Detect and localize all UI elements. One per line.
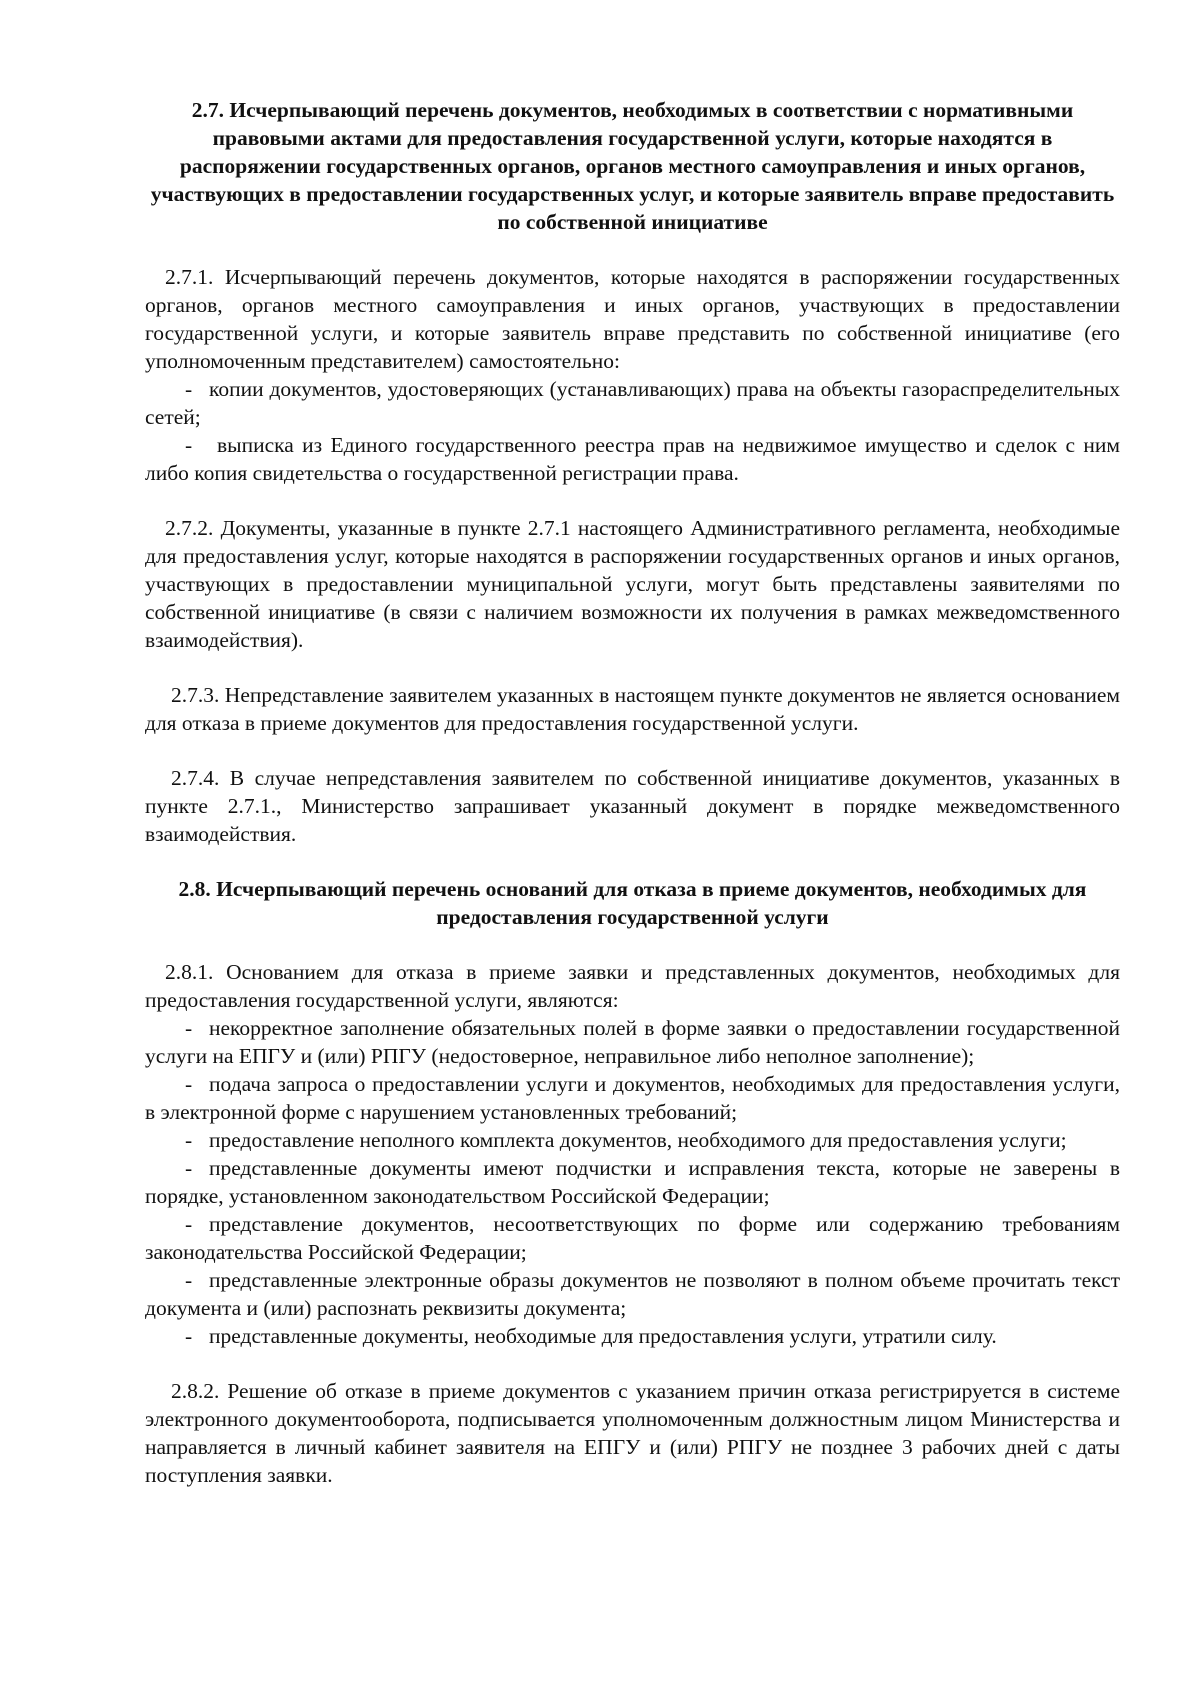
dash-marker: - <box>185 433 193 457</box>
dash-marker: - <box>185 1156 193 1180</box>
paragraph-2-8-2: 2.8.2. Решение об отказе в приеме документов с указанием причин отказа регистрируется в системе электронного документооборота, подписывается уполномоченным должностным лицом Министерства и направляется в личный кабинет заявителя на ЕПГУ и (или) РПГУ не позднее 3 рабочих дней с даты поступления заявки. <box>145 1379 1120 1487</box>
paragraph-block-2-7-3 <box>145 681 1120 737</box>
dash-marker: - <box>185 1268 193 1292</box>
section-heading-2-8: 2.8. Исчерпывающий перечень оснований для отказа в приеме документов, необходимых для предоставления государственной услуги <box>178 877 1087 929</box>
dash-marker: - <box>185 1212 193 1236</box>
paragraph-2-7-2: 2.7.2. Документы, указанные в пункте 2.7.1 настоящего Административного регламента, необходимые для предоставления услуг, которые находятся в распоряжении государственных органов и иных органов, участвующих в предоставлении муниципальной услуги, могут быть представлены заявителями по собственной инициативе (в связи с наличием возможности их получения в рамках межведомственного взаимодействия). <box>145 516 1120 652</box>
list-item: - выписка из Единого государственного реестра прав на недвижимое имущество и сделок с ним либо копия свидетельства о государственной регистрации права. <box>145 433 1120 485</box>
list-item: - некорректное заполнение обязательных полей в форме заявки о предоставлении государственной услуги на ЕПГУ и (или) РПГУ (недостоверное, неправильное либо неполное заполнение); <box>145 1016 1120 1068</box>
paragraph-block-2-8-2 <box>145 1377 1120 1489</box>
list-item: - представление документов, несоответствующих по форме или содержанию требованиям законодательства Российской Федерации; <box>145 1212 1120 1264</box>
paragraph-2-8-1: 2.8.1. Основанием для отказа в приеме заявки и представленных документов, необходимых для предоставления государственной услуги, являются: <box>145 960 1120 1012</box>
list-item: - представленные документы, необходимые для предоставления услуги, утратили силу. <box>145 1322 1120 1350</box>
dash-marker: - <box>185 377 193 401</box>
list-item: - подача запроса о предоставлении услуги и документов, необходимых для предоставления услуги, в электронной форме с нарушением установленных требований; <box>145 1072 1120 1124</box>
paragraph-block-2-7-1 <box>145 263 1120 487</box>
dash-marker: - <box>185 1324 193 1348</box>
list-item: - предоставление неполного комплекта документов, необходимого для предоставления услуги; <box>145 1126 1120 1154</box>
section-heading-2-7: 2.7. Исчерпывающий перечень документов, необходимых в соответствии с нормативными правовыми актами для предоставления государственной услуги, которые находятся в распоряжении государственных органов, органов местного самоуправления и иных органов, участвующих в предоставлении государственных услуг, и которые заявитель вправе предоставить по собственной инициативе <box>150 98 1115 234</box>
list-item: - представленные документы имеют подчистки и исправления текста, которые не заверены в порядке, установленном законодательством Российской Федерации; <box>145 1156 1120 1208</box>
paragraph-block-2-7-2 <box>145 514 1120 654</box>
document-page <box>145 96 1120 1516</box>
list-item: - копии документов, удостоверяющих (устанавливающих) права на объекты газораспределительных сетей; <box>145 377 1120 429</box>
paragraph-2-7-4: 2.7.4. В случае непредставления заявителем по собственной инициативе документов, указанных в пункте 2.7.1., Министерство запрашивает указанный документ в порядке межведомственного взаимодействия. <box>145 766 1120 846</box>
paragraph-2-7-3: 2.7.3. Непредставление заявителем указанных в настоящем пункте документов не является основанием для отказа в приеме документов для предоставления государственной услуги. <box>145 683 1120 735</box>
dash-marker: - <box>185 1128 193 1152</box>
paragraph-block-2-8-1 <box>145 958 1120 1350</box>
dash-marker: - <box>185 1016 193 1040</box>
dash-marker: - <box>185 1072 193 1096</box>
paragraph-2-7-1: 2.7.1. Исчерпывающий перечень документов, которые находятся в распоряжении государственных органов, органов местного самоуправления и иных органов, участвующих в предоставлении государственной услуги, и которые заявитель вправе представить по собственной инициативе (его уполномоченным представителем) самостоятельно: <box>145 265 1120 373</box>
paragraph-block-2-7-4 <box>145 764 1120 848</box>
list-item: - представленные электронные образы документов не позволяют в полном объеме прочитать текст документа и (или) распознать реквизиты документа; <box>145 1268 1120 1320</box>
